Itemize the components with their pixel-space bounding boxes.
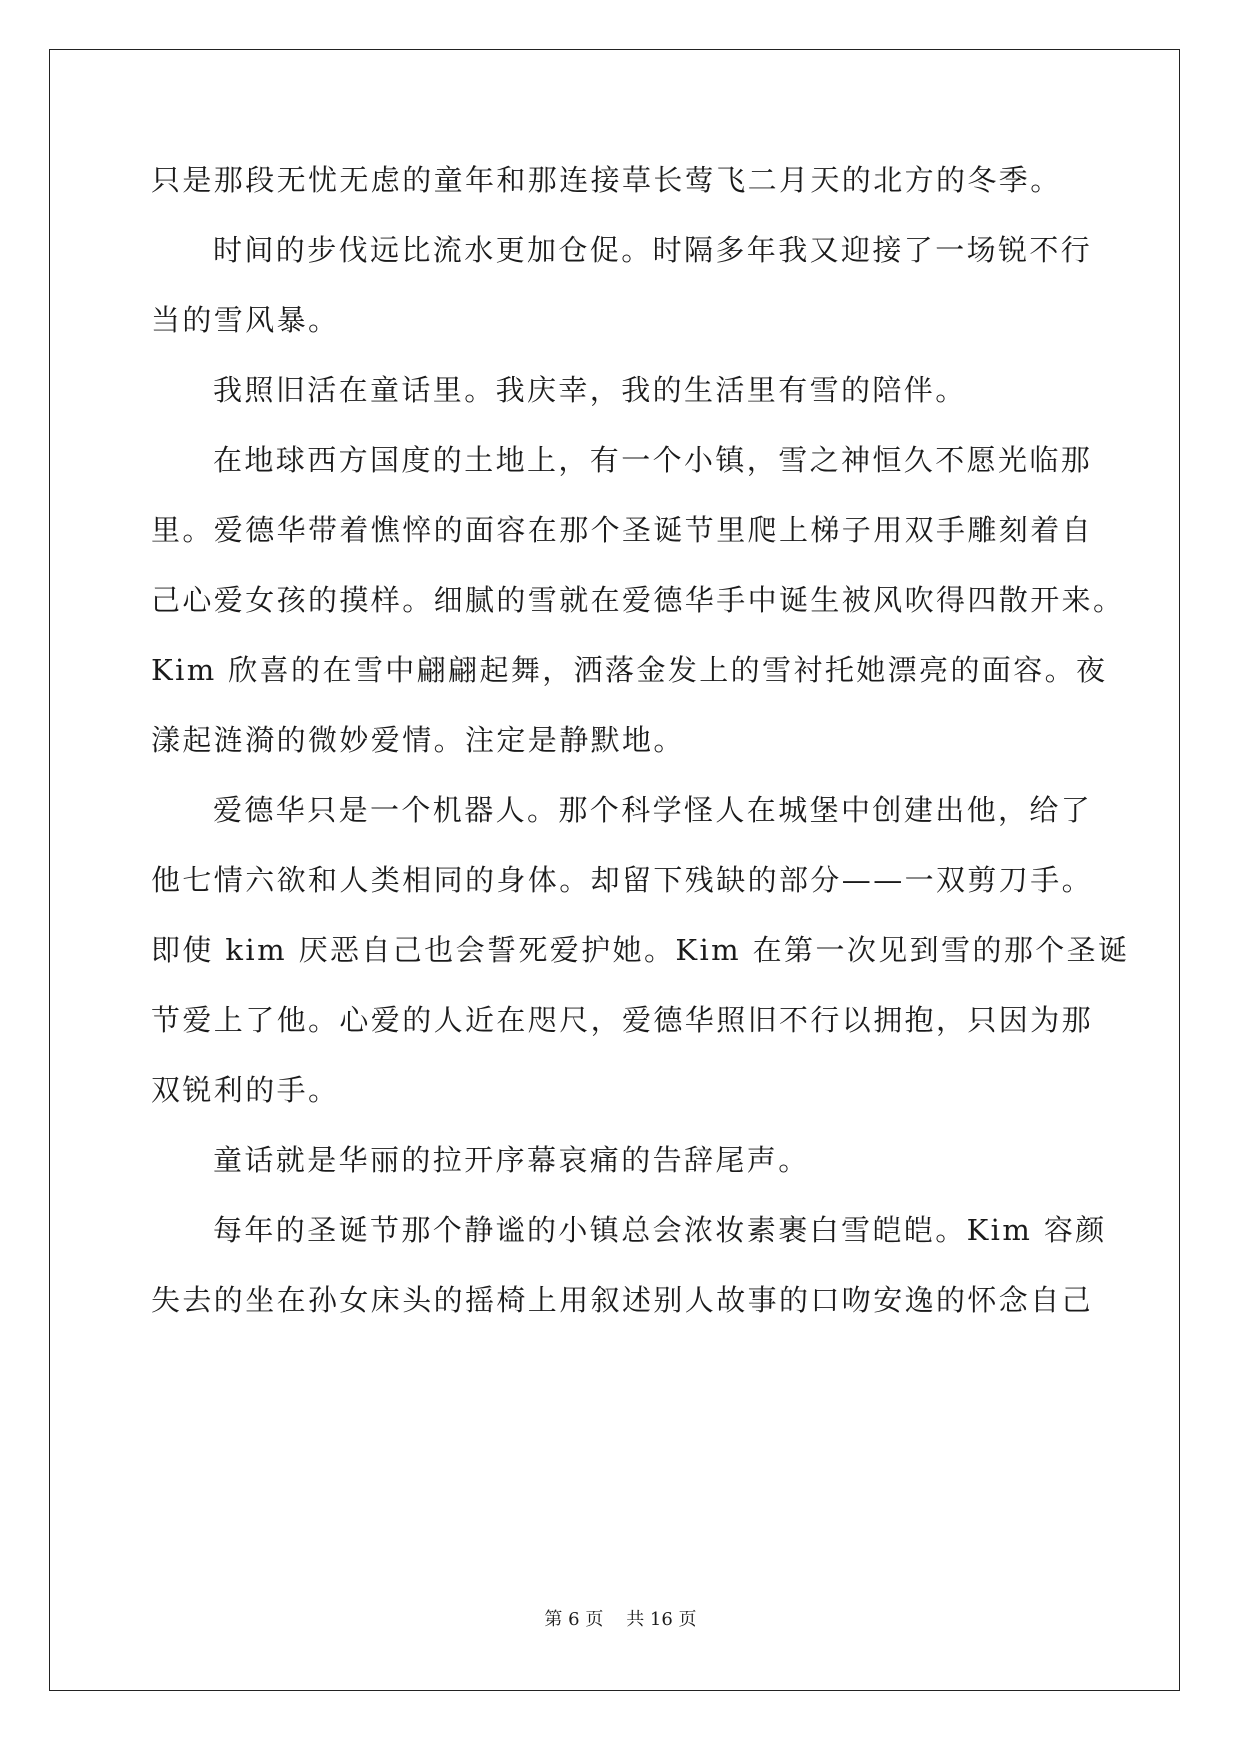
text-line: 我照旧活在童话里。我庆幸，我的生活里有雪的陪伴。 (213, 373, 967, 407)
text-line: 爱德华只是一个机器人。那个科学怪人在城堡中创建出他，给了 (213, 793, 1093, 827)
text-line: Kim 欣喜的在雪中翩翩起舞，洒落金发上的雪衬托她漂亮的面容。夜 (151, 653, 1108, 687)
text-line: 节爱上了他。心爱的人近在咫尺，爱德华照旧不行以拥抱，只因为那 (151, 1003, 1094, 1037)
text-line: 童话就是华丽的拉开序幕哀痛的告辞尾声。 (213, 1143, 810, 1177)
text-line: 己心爱女孩的摸样。细腻的雪就在爱德华手中诞生被风吹得四散开来。 (151, 583, 1125, 617)
page-footer (0, 1605, 1241, 1631)
text-line: 当的雪风暴。 (151, 303, 340, 337)
text-line: 每年的圣诞节那个静谧的小镇总会浓妆素裹白雪皑皑。Kim 容颜 (213, 1213, 1107, 1247)
text-line: 时间的步伐远比流水更加仓促。时隔多年我又迎接了一场锐不行 (213, 233, 1093, 267)
text-line: 即使 kim 厌恶自己也会誓死爱护她。Kim 在第一次见到雪的那个圣诞 (151, 933, 1130, 967)
text-line: 漾起涟漪的微妙爱情。注定是静默地。 (151, 723, 685, 757)
text-line: 只是那段无忧无虑的童年和那连接草长莺飞二月天的北方的冬季。 (151, 163, 1062, 197)
text-line: 他七情六欲和人类相同的身体。却留下残缺的部分——一双剪刀手。 (151, 863, 1094, 897)
page-number: 第 6 页 共 16 页 (544, 1609, 697, 1630)
text-line: 失去的坐在孙女床头的摇椅上用叙述别人故事的口吻安逸的怀念自己 (151, 1283, 1094, 1317)
text-line: 双锐利的手。 (151, 1073, 340, 1107)
text-line: 里。爱德华带着憔悴的面容在那个圣诞节里爬上梯子用双手雕刻着自 (151, 513, 1094, 547)
text-line: 在地球西方国度的土地上，有一个小镇，雪之神恒久不愿光临那 (213, 443, 1093, 477)
